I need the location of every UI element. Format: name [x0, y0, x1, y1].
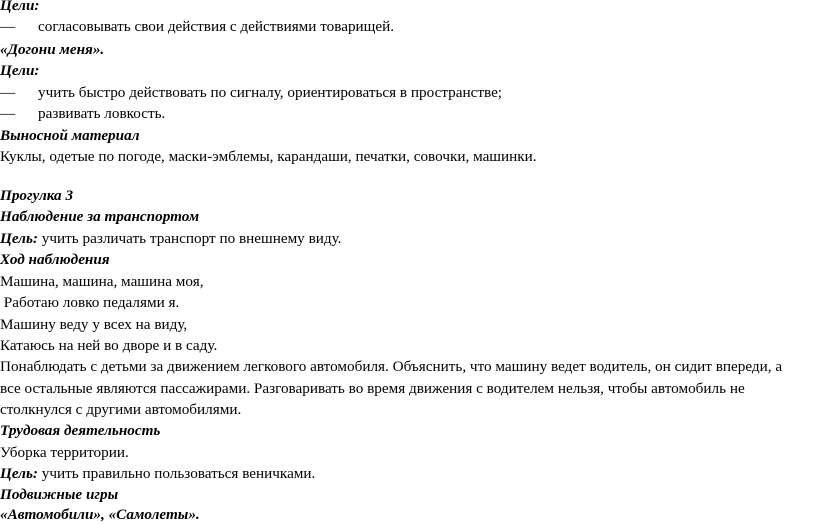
goal-label: Цель: — [0, 465, 38, 482]
list-item — [0, 83, 816, 103]
poem-line: Машина, машина, машина моя, — [0, 273, 204, 290]
goal-label: Цель: — [0, 230, 38, 247]
list-item — [0, 17, 816, 37]
game-title: «Догони меня». — [0, 41, 105, 58]
poem-line: Работаю ловко педалями я. — [0, 294, 180, 311]
list-item-text: согласовывать свои действия с действиями товарищей. — [38, 18, 395, 35]
dash-bullet: — — [0, 18, 16, 35]
paragraph: Куклы, одетые по погоде, маски-эмблемы, карандаши, печатки, совочки, машинки. — [0, 148, 537, 165]
dash-bullet: — — [0, 105, 16, 122]
goals-heading: Цели: — [0, 62, 40, 79]
poem-line: Машину веду у всех на виду, — [0, 316, 188, 333]
paragraph-line: Понаблюдать с детьми за движением легкового автомобиля. Объяснить, что машину ведет водитель, он сидит впереди, а — [0, 358, 783, 375]
goal-line — [0, 464, 315, 484]
section-heading: Подвижные игры — [0, 486, 119, 503]
section-heading: Ход наблюдения — [0, 251, 110, 268]
game-title: «Автомобили», «Самолеты». — [0, 506, 200, 523]
section-heading: Выносной материал — [0, 127, 140, 144]
list-item-text: развивать ловкость. — [38, 105, 166, 122]
poem-line: Катаюсь на ней во дворе и в саду. — [0, 337, 218, 354]
paragraph-line: все остальные являются пассажирами. Разговаривать во время движения с водителем нельзя, чтобы автомобиль не — [0, 380, 745, 397]
paragraph: Уборка территории. — [0, 444, 129, 461]
dash-bullet: — — [0, 84, 16, 101]
goal-line — [0, 229, 341, 249]
section-heading: Трудовая деятельность — [0, 422, 161, 439]
list-item — [0, 104, 816, 124]
list-item-text: учить быстро действовать по сигналу, ориентироваться в пространстве; — [38, 84, 503, 101]
goal-text: учить правильно пользоваться веничками. — [37, 465, 316, 482]
goal-text: учить различать транспорт по внешнему виду. — [37, 230, 342, 247]
walk-title: Прогулка 3 — [0, 187, 74, 204]
paragraph-line: столкнулся с другими автомобилями. — [0, 401, 242, 418]
section-heading: Наблюдение за транспортом — [0, 208, 200, 225]
goals-heading: Цели: — [0, 0, 40, 14]
